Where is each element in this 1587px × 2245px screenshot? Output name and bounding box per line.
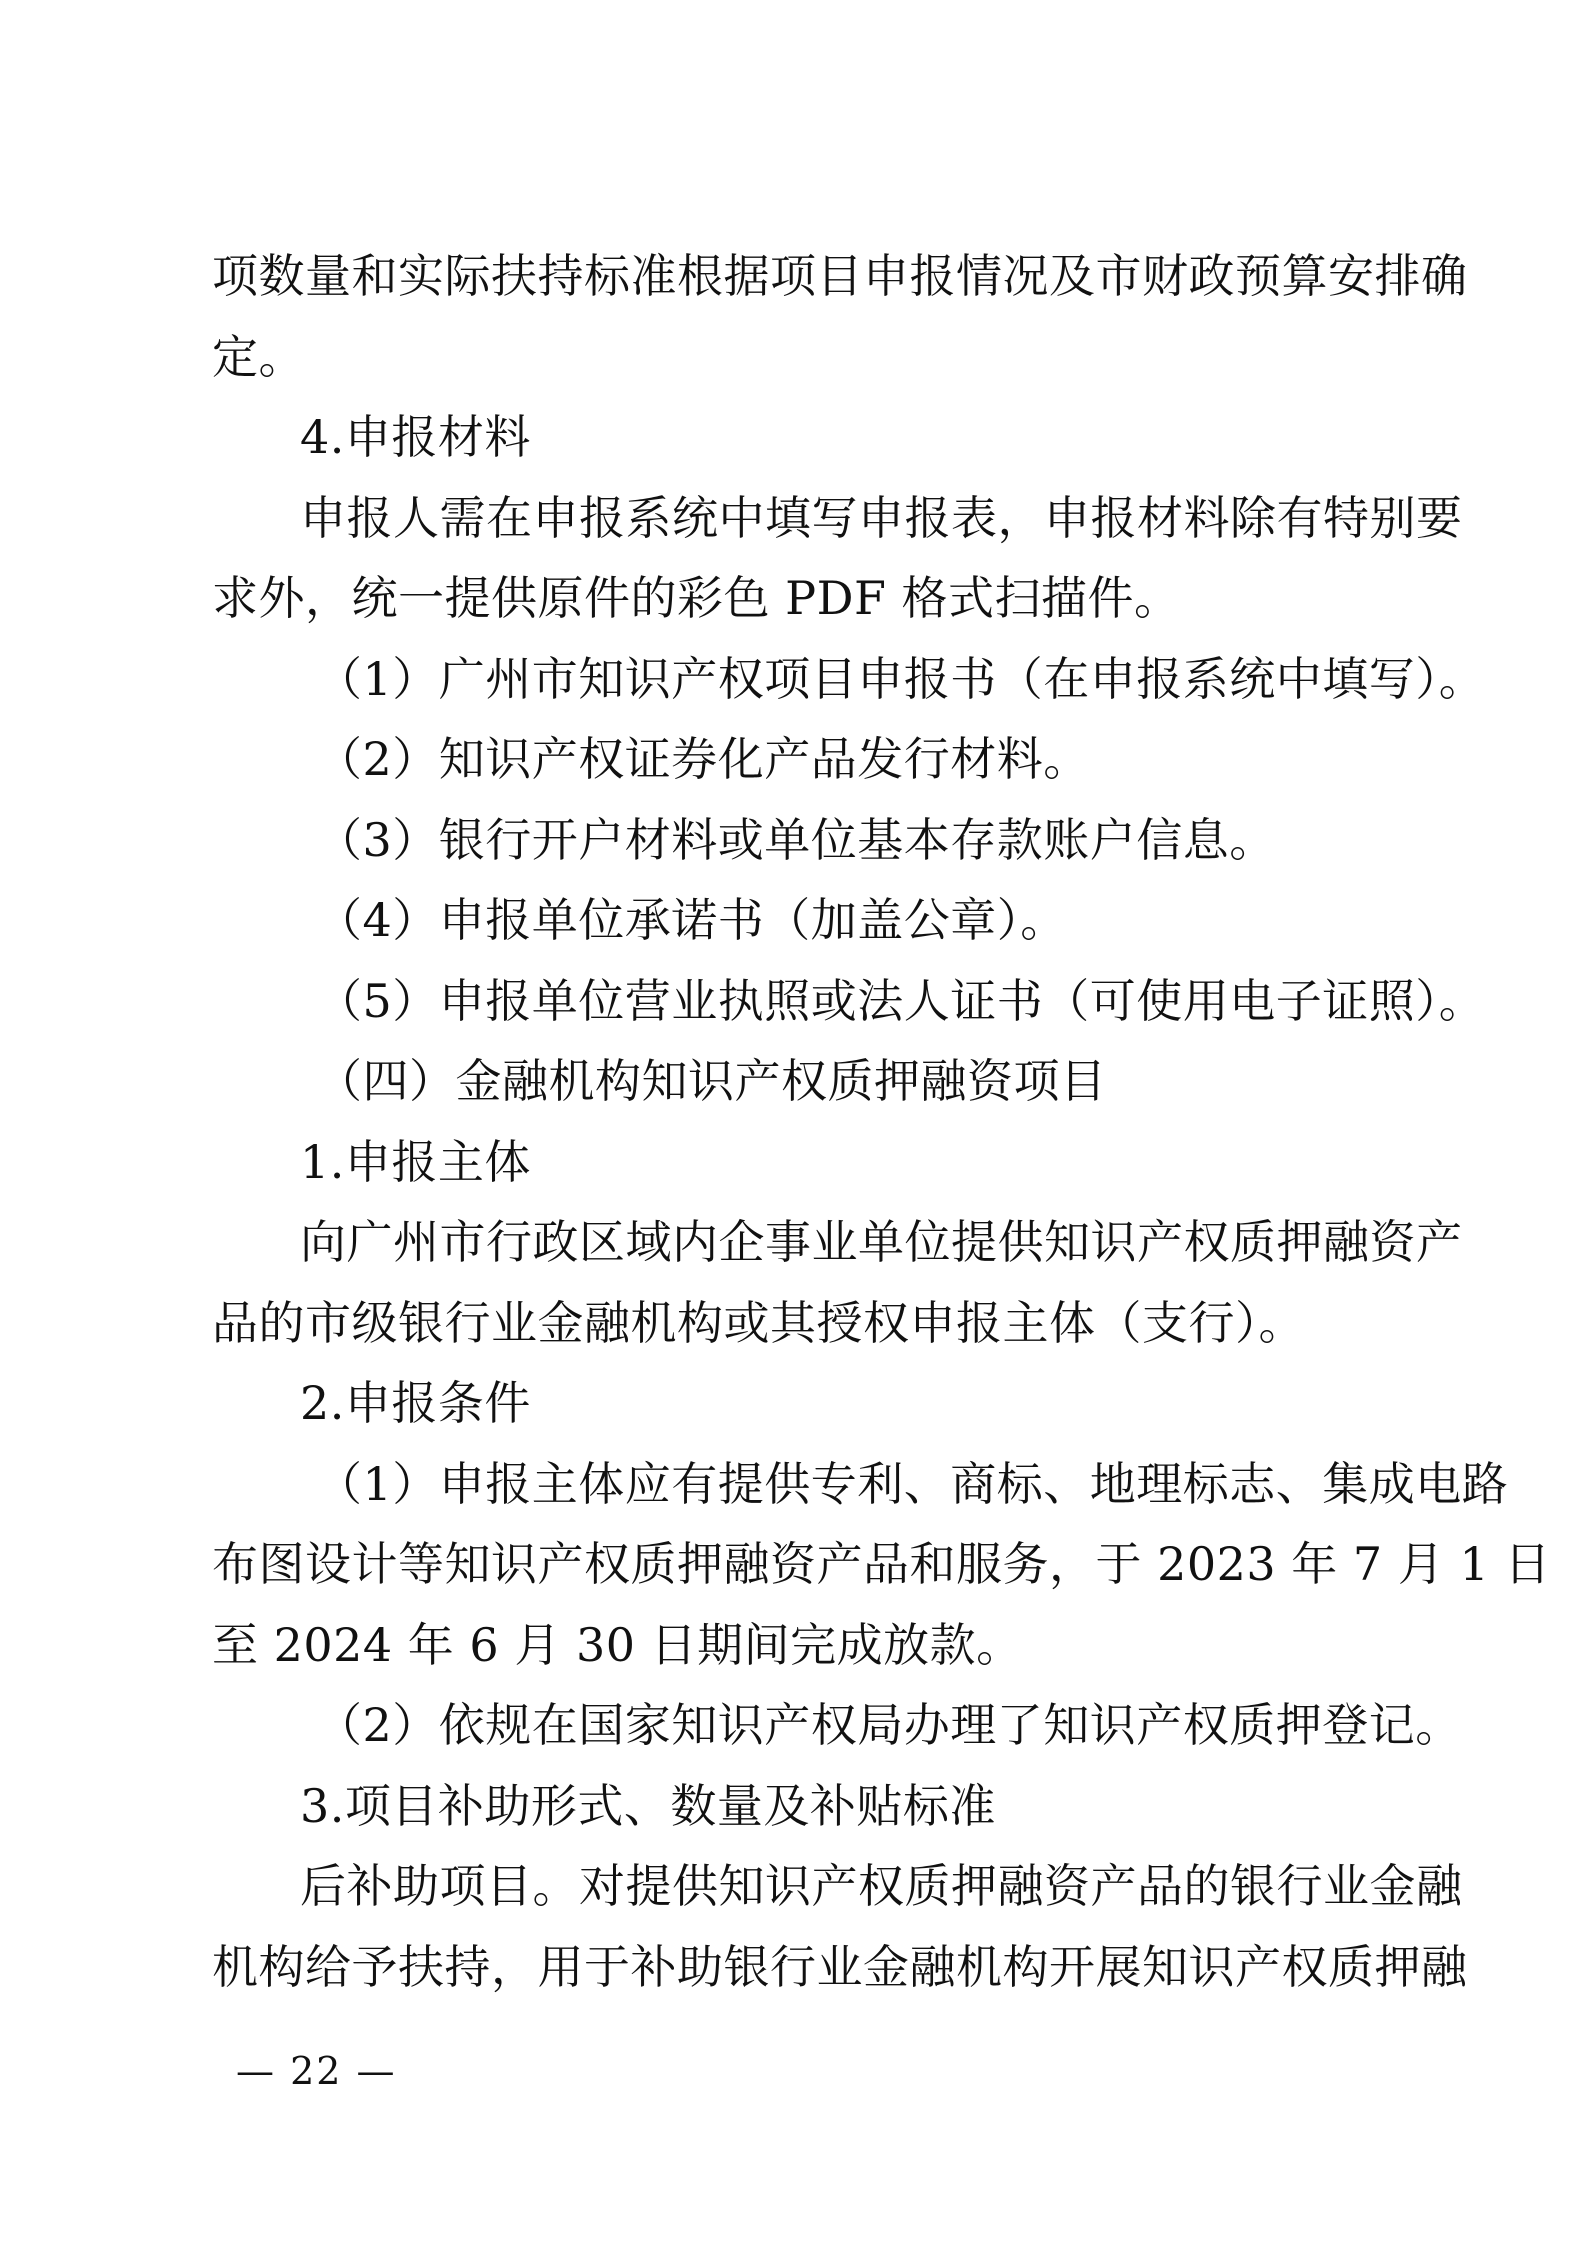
paragraph-line: 至 2024 年 6 月 30 日期间完成放款。	[212, 1617, 1023, 1672]
list-item: （4）申报单位承诺书（加盖公章）。	[316, 893, 1067, 947]
paragraph-line: 向广州市行政区域内企事业单位提供知识产权质押融资产	[300, 1215, 1463, 1269]
list-item: （2）知识产权证券化产品发行材料。	[316, 732, 1090, 786]
paragraph-line: 品的市级银行业金融机构或其授权申报主体（支行）。	[212, 1295, 1305, 1350]
paragraph-line: 机构给予扶持，用于补助银行业金融机构开展知识产权质押融	[212, 1939, 1468, 1994]
list-item: （1）申报主体应有提供专利、商标、地理标志、集成电路	[316, 1456, 1509, 1511]
list-item: （5）申报单位营业执照或法人证书（可使用电子证照）。	[316, 973, 1486, 1028]
list-item: （1）广州市知识产权项目申报书（在申报系统中填写）。	[316, 651, 1486, 706]
paragraph-line: 后补助项目。对提供知识产权质押融资产品的银行业金融	[300, 1859, 1463, 1913]
section-heading: （四）金融机构知识产权质押融资项目	[316, 1054, 1107, 1108]
paragraph-line: 申报人需在申报系统中填写申报表，申报材料除有特别要	[300, 490, 1463, 545]
section-heading: 3.项目补助形式、数量及补贴标准	[300, 1778, 996, 1833]
list-item: （3）银行开户材料或单位基本存款账户信息。	[316, 812, 1276, 867]
paragraph-line: 求外，统一提供原件的彩色 PDF 格式扫描件。	[212, 571, 1181, 625]
paragraph-line: 项数量和实际扶持标准根据项目申报情况及市财政预算安排确	[212, 249, 1468, 303]
paragraph-line: 定。	[212, 329, 305, 384]
section-heading: 4.申报材料	[300, 410, 531, 464]
section-heading: 1.申报主体	[300, 1134, 531, 1189]
list-item: （2）依规在国家知识产权局办理了知识产权质押登记。	[316, 1698, 1462, 1752]
page-number: — 22 —	[236, 2049, 397, 2093]
section-heading: 2.申报条件	[300, 1376, 531, 1430]
document-body	[212, 236, 1551, 2007]
paragraph-line: 布图设计等知识产权质押融资产品和服务，于 2023 年 7 月 1 日	[212, 1537, 1551, 1591]
